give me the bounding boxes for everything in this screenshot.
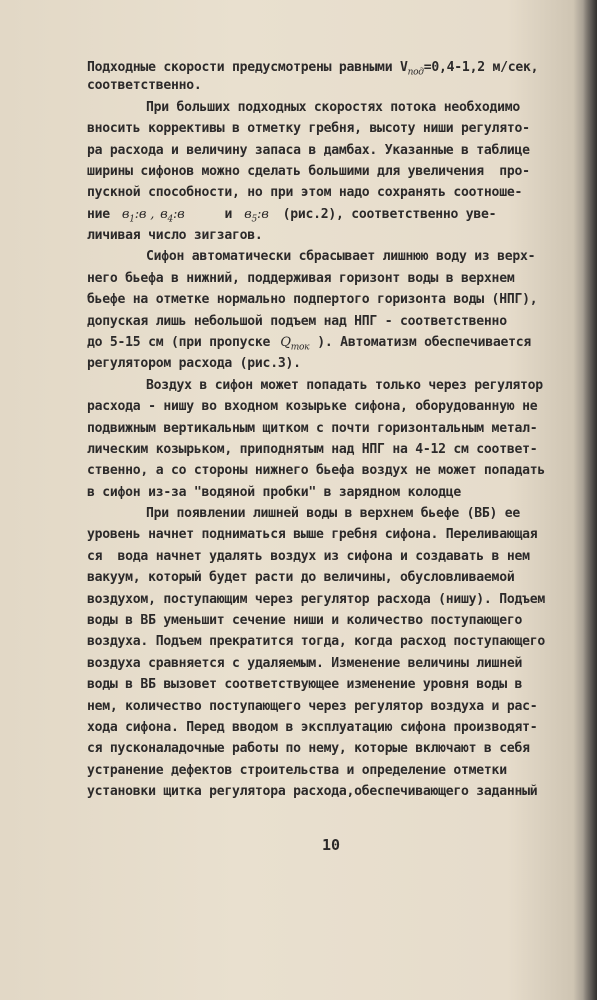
formula-symbol: в: [160, 207, 168, 222]
text-line: воды в ВБ вызовет соответствующее изменение уровня воды в: [87, 677, 523, 692]
text-line: При больших подходных скоростях потока необходимо: [146, 100, 521, 115]
text-line: ственно, а со стороны нижнего бьефа воздух не может попадать: [87, 463, 545, 478]
text-fragment: =0,4-1,2 м/сек,: [423, 60, 539, 75]
text-line: бьефе на отметке нормально подпертого горизонта воды (НПГ),: [87, 292, 538, 307]
text-line: При появлении лишней воды в верхнем бьефе (ВБ) ее: [146, 506, 521, 521]
text-line: пускной способности, но при этом надо сохранять соотноше-: [87, 185, 523, 200]
text-line: уровень начнет подниматься выше гребня сифона. Переливающая: [87, 527, 538, 542]
text-line: устранение дефектов строительства и определение отметки: [87, 763, 507, 778]
text-line: в сифон из-за "водяной пробки" в зарядном колодце: [87, 485, 462, 500]
text-line: хода сифона. Перед вводом в эксплуатацию сифона производят-: [87, 720, 538, 735]
formula-symbol: Q: [280, 335, 291, 350]
text-line: вакуум, который будет расти до величины, обусловливаемой: [87, 570, 515, 585]
page-number: 10: [322, 836, 341, 854]
text-line: воздуха. Подъем прекратится тогда, когда расход поступающего: [87, 634, 545, 649]
text-line: вносить коррективы в отметку гребня, высоту ниши регулято-: [87, 121, 530, 136]
text-line: допуская лишь небольшой подъем над НПГ - соответственно: [87, 314, 507, 329]
text-line: личивая число зигзагов.: [87, 228, 263, 243]
text-line: ся вода начнет удалять воздух из сифона и создавать в нем: [87, 549, 530, 564]
subscript: 4: [167, 214, 173, 225]
text-line: [87, 60, 538, 78]
text-line: лическим козырьком, приподнятым над НПГ на 4-12 см соответ-: [87, 442, 538, 457]
subscript: 1: [129, 214, 135, 225]
formula-symbol: :в: [172, 207, 185, 222]
formula-symbol: :в: [257, 207, 269, 222]
text-fragment: ние: [87, 207, 110, 222]
text-line: ширины сифонов можно сделать большими для увеличения про-: [87, 164, 530, 179]
text-line: воздухом, поступающим через регулятор расхода (нишу). Подъем: [87, 592, 545, 607]
text-line: [87, 207, 496, 225]
formula-symbol: :в ,: [134, 207, 155, 222]
text-line: [87, 335, 531, 353]
subscript: 5: [251, 214, 258, 225]
subscript: ток: [290, 342, 310, 353]
text-line: установки щитка регулятора расхода,обеспечивающего заданный: [87, 784, 538, 799]
text-fragment: и: [224, 207, 233, 222]
text-line: расхода - нишу во входном козырьке сифона, оборудованную не: [87, 399, 538, 414]
text-line: ра расхода и величину запаса в дамбах. Указанные в таблице: [87, 143, 530, 158]
text-line: ся пусконаладочные работы по нему, которые включают в себя: [87, 741, 530, 756]
text-line: Сифон автоматически сбрасывает лишнюю воду из верх-: [146, 249, 536, 264]
text-line: него бьефа в нижний, поддерживая горизонт воды в верхнем: [87, 271, 515, 286]
text-line: регулятором расхода (рис.3).: [87, 356, 301, 371]
subscript: под: [407, 67, 424, 78]
text-line-content: Подходные скорости предусмотрены равными V: [87, 60, 408, 75]
formula-symbol: в: [121, 207, 130, 222]
text-line: подвижным вертикальным щитком с почти горизонтальным метал-: [87, 421, 538, 436]
formula-symbol: в: [244, 207, 252, 222]
text-fragment: ). Автоматизм обеспечивается: [317, 335, 532, 350]
text-line: нем, количество поступающего через регулятор воздуха и рас-: [87, 699, 538, 714]
text-line: воздуха сравняется с удаляемым. Изменение величины лишней: [87, 656, 523, 671]
page-edge-shadow: [583, 0, 597, 1000]
text-fragment: до 5-15 см (при пропуске: [87, 335, 271, 350]
text-fragment: (рис.2), соответственно уве-: [282, 207, 497, 222]
text-line: Воздух в сифон может попадать только через регулятор: [146, 378, 543, 393]
text-line: воды в ВБ уменьшит сечение ниши и количество поступающего: [87, 613, 523, 628]
text-line: соответственно.: [87, 78, 202, 93]
